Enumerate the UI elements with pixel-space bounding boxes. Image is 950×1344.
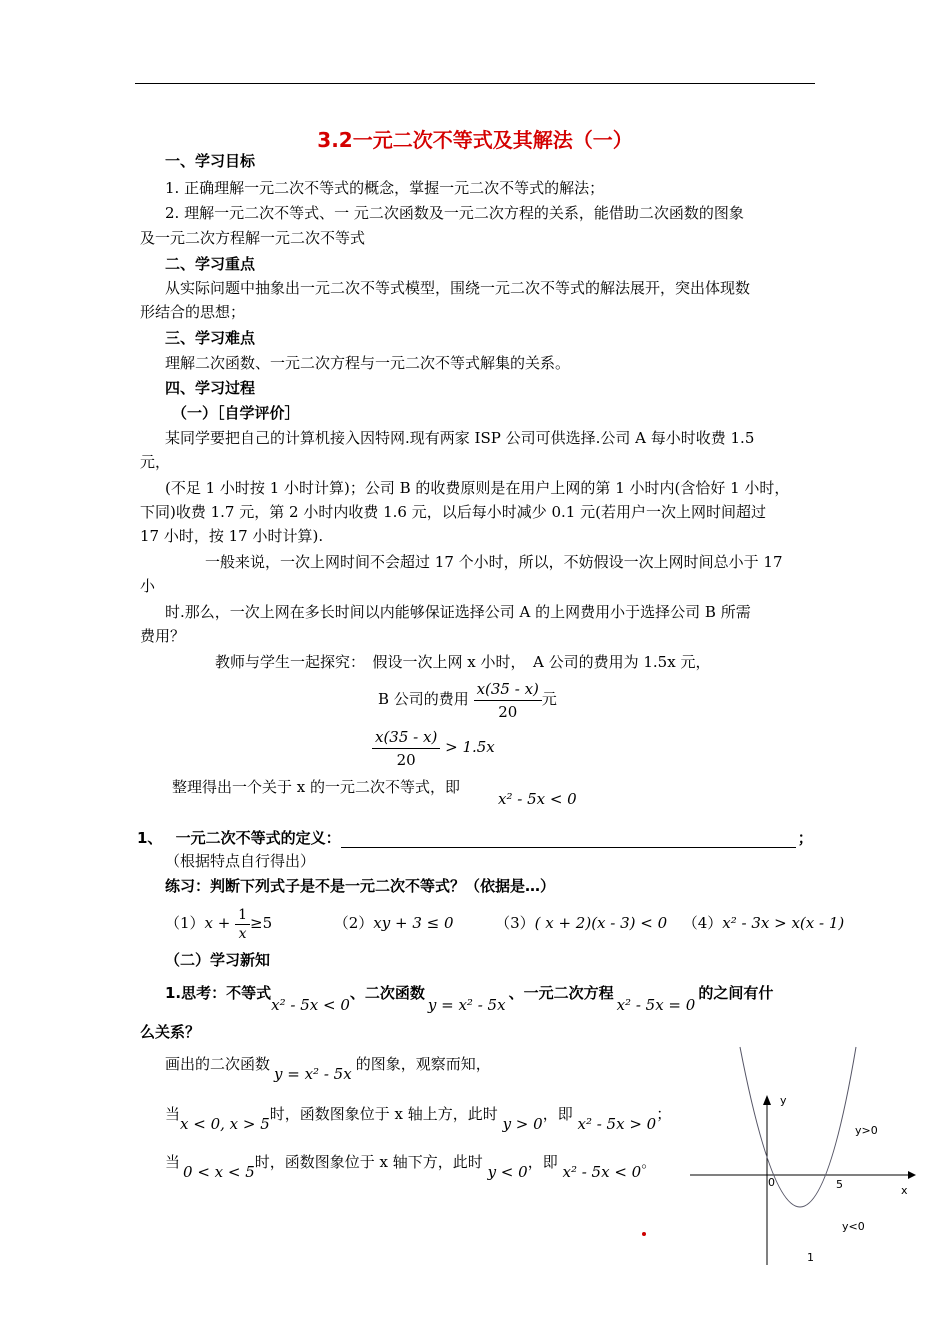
case-positive-end: ； [656,1105,672,1123]
case-negative-range: 0 < x < 5 [183,1163,255,1181]
section-process-heading: 四、学习过程 [165,379,256,397]
problem-line-1: 某同学要把自己的计算机接入因特网.现有两家 ISP 公司可供选择.公司 A 每小时收费 1.5 [165,429,755,447]
practice-1-label: （1） [165,914,205,932]
case-positive-y: y > 0 [502,1115,543,1133]
observe-line [165,1050,491,1088]
root-five-label: 5 [836,1178,843,1191]
y-axis-arrow [763,1095,771,1105]
y-axis-label: y [780,1094,787,1107]
definition-line [137,828,813,848]
practice-2-expr: xy + 3 ≤ 0 [373,914,454,932]
think-function: y = x² - 5x [427,996,506,1014]
case-negative-y: y < 0 [487,1163,528,1181]
explore-line: 教师与学生一起探究： 假设一次上网 x 小时， A 公司的费用为 1.5x 元， [215,653,711,671]
case-negative-when: 当 [165,1153,181,1171]
objective-2a: 2. 理解一元二次不等式、一 元二次函数及一元二次方程的关系，能借助二次函数的图象 [165,204,744,222]
case-positive-when: 当 [165,1105,181,1123]
page-title: 3.2一元二次不等式及其解法（一） [317,128,633,152]
practice-1-denominator: x [238,925,247,942]
focus-text-b: 形结合的思想； [140,303,246,321]
header-rule [135,83,815,84]
x-axis-label: x [901,1184,908,1197]
think-question-a: 的之间有什 [698,984,774,1002]
problem-line-3: (不足 1 小时按 1 小时计算)；公司 B 的收费原则是在用户上网的第 1 小时内(含恰好 1 小时， [165,479,790,497]
section-difficulty-heading: 三、学习难点 [165,329,256,347]
practice-heading: 练习：判断下列式子是不是一元二次不等式？（依据是…） [165,877,556,895]
derived-inequality: x² - 5x < 0 [498,790,577,808]
company-b-cost-label: B 公司的费用 [378,690,469,708]
case-negative-end: 。 [641,1153,657,1171]
case-positive-ie: ，即 [542,1105,573,1123]
think-label: 1.思考：不等式 [165,984,272,1002]
practice-1-post: ≥5 [250,914,273,932]
objective-2b: 及一元二次方程解一元二次不等式 [140,229,366,247]
problem-line-6: 一般来说，一次上网时间不会超过 17 个小时，所以，不妨假设一次上网时间总小于 17 [205,553,783,571]
company-b-cost [378,676,557,723]
practice-3-expr: ( x + 2)(x - 3) < 0 [534,914,668,932]
problem-line-2: 元， [140,453,171,471]
practice-2-label: （2） [333,914,374,932]
think-line [165,975,773,1023]
case-positive-range: x < 0, x > 5 [180,1115,270,1133]
difficulty-text: 理解二次函数、一元二次方程与一元二次不等式解集的关系。 [165,354,571,372]
problem-line-4: 下同)收费 1.7 元，第 2 小时内收费 1.6 元，以后每小时减少 0.1 元(若用户一次上网时间超过 [140,503,766,521]
observe-text-b: 的图象，观察而知， [355,1055,491,1073]
ineq-fraction-denominator: 20 [396,750,416,769]
think-inequality: x² - 5x < 0 [271,996,350,1014]
stray-red-mark [642,1232,646,1236]
think-function-label: 、二次函数 [349,984,425,1002]
definition-label: 一元二次不等式的定义： [175,829,341,847]
section-objectives-heading: 一、学习目标 [165,152,256,170]
practice-1-fraction [235,906,250,943]
section-focus-heading: 二、学习重点 [165,255,256,273]
focus-text-a: 从实际问题中抽象出一元二次不等式模型，围绕一元二次不等式的解法展开，突出体现数 [165,279,751,297]
problem-line-7: 小 [140,577,156,595]
negative-region-label: y<0 [842,1220,865,1233]
positive-region-label: y>0 [855,1124,878,1137]
ineq-fraction-numerator: x(35 - x) [372,726,440,749]
case-negative-desc: 时，函数图象位于 x 轴下方，此时 [254,1153,483,1171]
yuan-unit: 元 [541,690,557,708]
cost-fraction-denominator: 20 [498,702,518,721]
definition-number: 1、 [137,829,163,847]
origin-label: 0 [768,1176,775,1189]
subsection-new-knowledge: （二）学习新知 [165,951,271,969]
case-negative [165,1148,656,1186]
case-negative-ineq: x² - 5x < 0 [562,1163,642,1181]
problem-line-5: 17 小时，按 17 小时计算). [140,527,324,545]
problem-line-8: 时.那么，一次上网在多长时间以内能够保证选择公司 A 的上网费用小于选择公司 B 所需 [165,603,751,621]
ineq-fraction [372,726,440,771]
cost-fraction-numerator: x(35 - x) [474,678,542,701]
cost-fraction [474,678,542,723]
practice-3-label: （3） [495,914,535,932]
case-positive [165,1100,671,1138]
objective-1: 1. 正确理解一元二次不等式的概念，掌握一元二次不等式的解法； [165,179,605,197]
think-equation-label: 、一元二次方程 [508,984,614,1002]
x-axis-arrow [908,1171,916,1179]
case-positive-desc: 时，函数图象位于 x 轴上方，此时 [269,1105,498,1123]
observe-function: y = x² - 5x [274,1065,352,1083]
definition-end: ； [797,829,813,847]
practice-items [165,903,844,943]
think-equation: x² - 5x = 0 [616,996,696,1014]
derive-text: 整理得出一个关于 x 的一元二次不等式，即 [172,778,460,796]
case-negative-ie: ，即 [527,1153,558,1171]
observe-text-a: 画出的二次函数 [165,1055,271,1073]
practice-1-numerator: 1 [235,906,250,925]
definition-note: （根据特点自行得出） [165,852,316,870]
case-positive-ineq: x² - 5x > 0 [577,1115,657,1133]
page-number-label: 1 [807,1251,814,1264]
practice-4-label: （4） [682,914,723,932]
definition-blank[interactable] [341,831,796,848]
think-question-b: 么关系？ [140,1023,201,1041]
practice-1-expr: x + [204,914,231,932]
problem-line-9: 费用？ [140,627,186,645]
subsection-self-eval: （一）［自学评价］ [172,404,300,422]
ineq-rhs: > 1.5x [445,738,495,756]
inequality-fraction-line [372,724,495,771]
practice-4-expr: x² - 3x > x(x - 1) [722,914,845,932]
parabola-graph [690,1045,920,1275]
